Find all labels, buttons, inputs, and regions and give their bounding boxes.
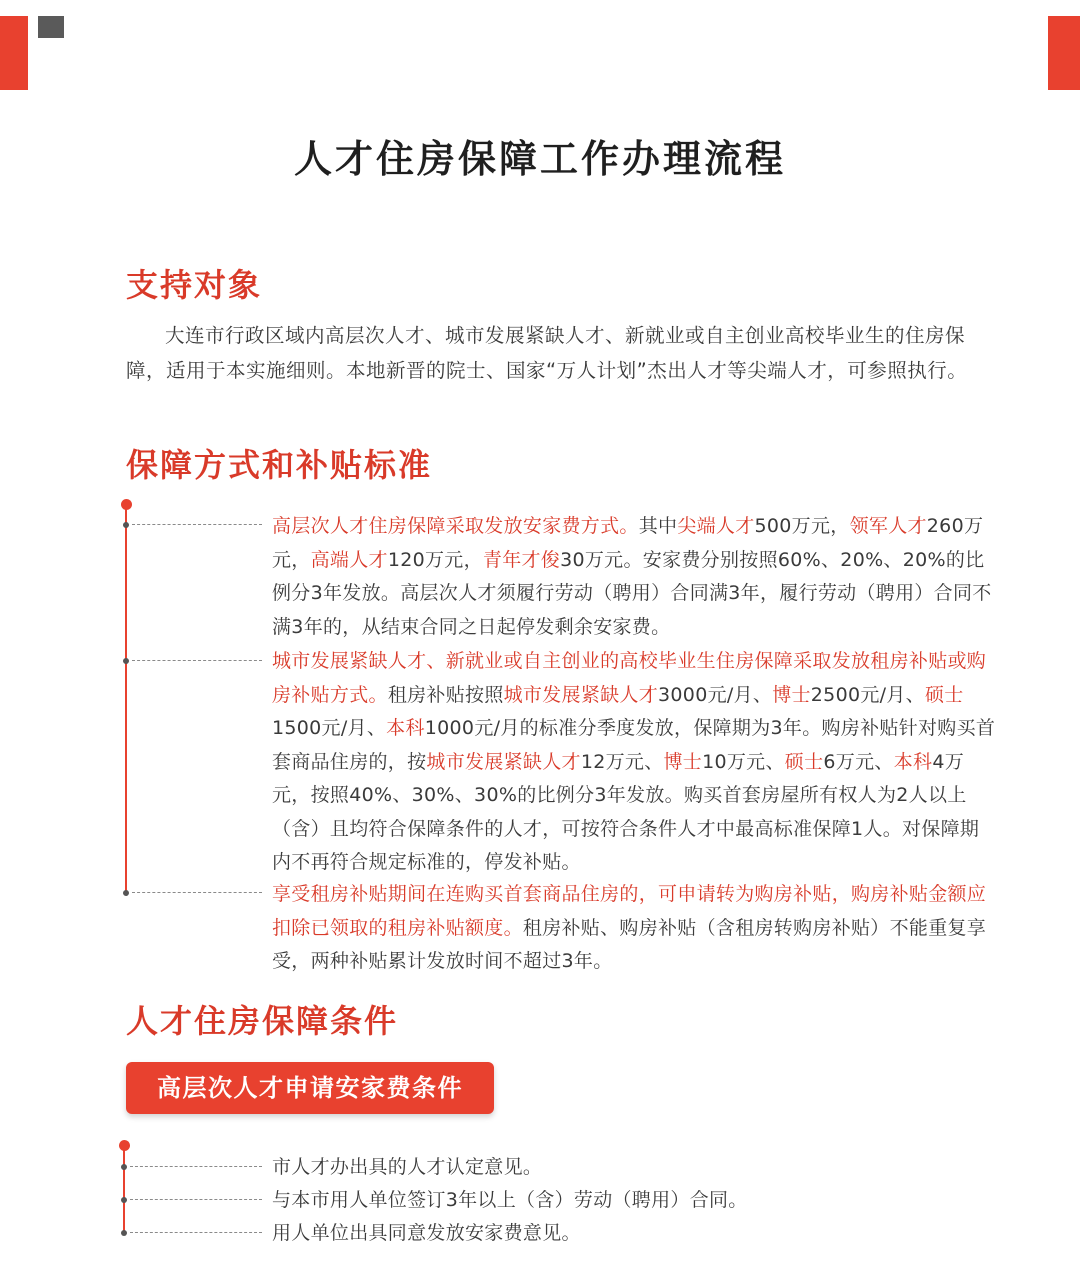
timeline-line: [123, 1146, 125, 1232]
conditions-badge: 高层次人才申请安家费条件: [126, 1062, 494, 1114]
item-emphasis: 城市发展紧缺人才: [426, 750, 581, 773]
item-emphasis: 城市发展紧缺人才: [503, 683, 659, 706]
corner-decoration-left: [0, 16, 28, 90]
section-heading-support-targets: 支持对象: [126, 266, 263, 304]
item-emphasis: 青年才俊: [482, 548, 561, 571]
item-text-run: 1500元/月、: [272, 717, 387, 739]
timeline-node: [121, 1230, 127, 1236]
timeline-connector: [130, 1199, 262, 1200]
item-emphasis: 城市发展紧缺人才、新就业或自主创业的高校毕业生住房保障采取发放租房补贴或购房补贴方式。: [272, 650, 987, 706]
timeline-node: [123, 890, 129, 896]
timeline-connector: [130, 1166, 262, 1167]
item-emphasis: 尖端人才: [677, 515, 755, 537]
timeline-connector: [132, 660, 262, 661]
item-emphasis: 领军人才: [849, 515, 927, 537]
corner-decoration-right: [1048, 16, 1080, 90]
timeline-start-dot: [121, 499, 132, 510]
subsidy-item-rent-purchase: [272, 645, 996, 880]
item-text-run: 260万元，: [272, 515, 984, 571]
item-text-run: 其中: [638, 515, 678, 537]
item-text-run: 租房补贴按照: [387, 683, 504, 706]
item-emphasis: 本科: [893, 750, 933, 773]
item-emphasis: 硕士: [784, 750, 824, 773]
condition-item: 与本市用人单位签订3年以上（含）劳动（聘用）合同。: [272, 1189, 748, 1211]
timeline-connector: [132, 892, 262, 893]
item-emphasis: 享受租房补贴期间在连购买首套商品住房的，可申请转为购房补贴，购房补贴金额应扣除已领取的租房补贴额度。: [272, 883, 987, 939]
section-heading-subsidy-standards: 保障方式和补贴标准: [126, 446, 433, 484]
condition-item: 市人才办出具的人才认定意见。: [272, 1156, 543, 1178]
item-text-run: 2500元/月、: [810, 683, 925, 706]
timeline-node: [123, 658, 129, 664]
item-emphasis: 高层次人才住房保障采取发放安家费方式。: [272, 515, 639, 537]
item-emphasis: 博士: [772, 683, 811, 706]
item-emphasis: 本科: [386, 717, 425, 739]
subsidy-item-home-allowance: [272, 510, 996, 644]
item-text-run: 1000元/月的标准分季度发放，保障期为3年。购房补贴针对购买首套商品住房的，按: [272, 717, 996, 773]
corner-decoration-gray: [38, 16, 64, 38]
item-text-run: 500万元，: [754, 515, 850, 537]
item-text-run: 30万元。安家费分别按照60%、20%、20%的比例分3年发放。高层次人才须履行劳动（聘用）合同满3年，履行劳动（聘用）合同不满3年的，从结束合同之日起停发剩余安家费。: [272, 548, 992, 638]
item-emphasis: 高端人才: [310, 548, 388, 571]
timeline-line: [125, 505, 127, 893]
item-text-run: 12万元、: [580, 750, 664, 773]
page-title: 人才住房保障工作办理流程: [293, 137, 786, 181]
timeline-node: [121, 1197, 127, 1203]
condition-item: 用人单位出具同意发放安家费意见。: [272, 1222, 581, 1244]
item-text-run: 3000元/月、: [658, 683, 773, 706]
timeline-start-dot: [119, 1140, 130, 1151]
item-text-run: 租房补贴、购房补贴（含租房转购房补贴）不能重复享受，两种补贴累计发放时间不超过3年。: [272, 916, 987, 972]
item-emphasis: 硕士: [924, 683, 964, 706]
item-text-run: 10万元、: [702, 750, 785, 773]
item-text-run: 4万元，按照40%、30%、30%的比例分3年发放。购买首套房屋所有权人为2人以上（含）且均符合保障条件的人才，可按符合条件人才中最高标准保障1人。对保障期内不再符合规定标准的，停发补贴。: [272, 750, 980, 873]
timeline-node: [123, 522, 129, 528]
timeline-connector: [130, 1232, 262, 1233]
item-text-run: 6万元、: [823, 750, 894, 773]
support-targets-text: 大连市行政区域内高层次人才、城市发展紧缺人才、新就业或自主创业高校毕业生的住房保障，适用于本实施细则。本地新晋的院士、国家“万人计划”杰出人才等尖端人才，可参照执行。: [126, 324, 968, 382]
section-heading-conditions: 人才住房保障条件: [126, 1002, 399, 1040]
item-text-run: 120万元，: [387, 548, 483, 571]
timeline-node: [121, 1164, 127, 1170]
timeline-connector: [132, 524, 262, 525]
item-emphasis: 博士: [663, 750, 703, 773]
subsidy-item-conversion: [272, 878, 996, 979]
